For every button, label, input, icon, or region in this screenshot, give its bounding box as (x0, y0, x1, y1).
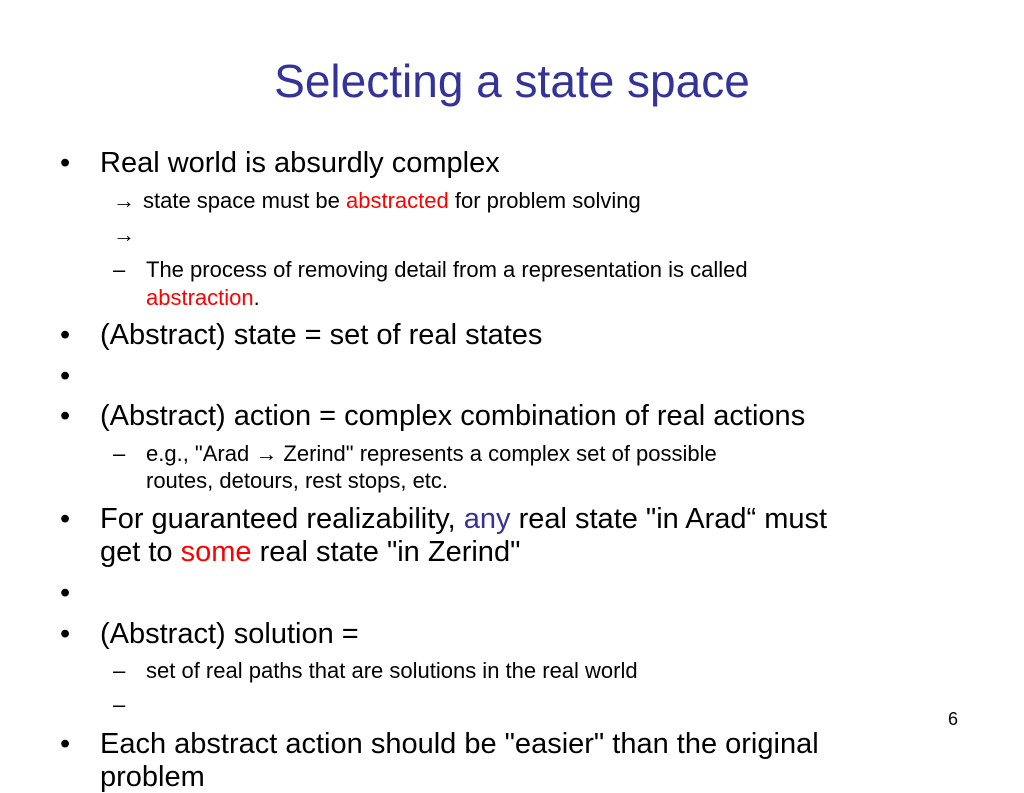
sub-item-text: The process of removing detail from a representation is called (146, 257, 748, 282)
emphasis-abstracted: abstracted (346, 188, 449, 213)
emphasis-some: some (180, 536, 252, 568)
arrow-icon: → (113, 222, 135, 247)
bullet-text: Each abstract action should be "easier" than the original (100, 728, 819, 760)
bullet-marker: • (60, 360, 71, 392)
bullet-text-continued (100, 536, 520, 568)
bullet-marker: • (60, 503, 71, 535)
sub-item-text: set of real paths that are solutions in the real world (146, 658, 638, 683)
bullet-text: (Abstract) state = set of real states (100, 319, 543, 351)
emphasis-any: any (463, 503, 511, 535)
bullet-text (100, 503, 827, 535)
sub-item-text-part: Zerind" represents a complex set of possible (277, 441, 717, 466)
bullet-marker: • (60, 319, 71, 351)
sub-item-text (146, 441, 717, 467)
bullet-text-part: For guaranteed realizability, (100, 503, 464, 535)
sub-item-text-part: state space must be (143, 188, 346, 213)
bullet-text-part: real state "in Arad“ must (510, 503, 828, 535)
sub-item-text-part: for problem solving (448, 188, 641, 213)
sub-item-text-part: e.g., "Arad (146, 441, 256, 466)
bullet-marker: • (60, 618, 71, 650)
sub-item-text-part: . (253, 285, 260, 310)
dash-marker: – (113, 441, 126, 466)
bullet-marker: • (60, 728, 71, 760)
emphasis-abstraction: abstraction (146, 285, 254, 310)
bullet-marker: • (60, 147, 71, 179)
bullet-marker: • (60, 577, 71, 609)
slide-title: Selecting a state space (274, 55, 750, 107)
arrow-icon: → (255, 441, 278, 466)
sub-item-text (143, 188, 641, 214)
bullet-text-part: real state "in Zerind" (251, 536, 521, 568)
bullet-text-continued: problem (100, 761, 205, 793)
arrow-icon: → (113, 188, 135, 213)
dash-marker: – (113, 658, 126, 683)
bullet-marker: • (60, 400, 71, 432)
sub-item-text-continued (146, 285, 260, 311)
bullet-text: (Abstract) solution = (100, 618, 359, 650)
sub-item-text-continued: routes, detours, rest stops, etc. (146, 468, 449, 493)
dash-marker: – (113, 257, 126, 282)
bullet-text: Real world is absurdly complex (100, 147, 500, 179)
page-number: 6 (948, 709, 959, 729)
bullet-text: (Abstract) action = complex combination of real actions (100, 400, 806, 432)
bullet-text-part: get to (100, 536, 181, 568)
dash-marker: – (113, 692, 126, 717)
